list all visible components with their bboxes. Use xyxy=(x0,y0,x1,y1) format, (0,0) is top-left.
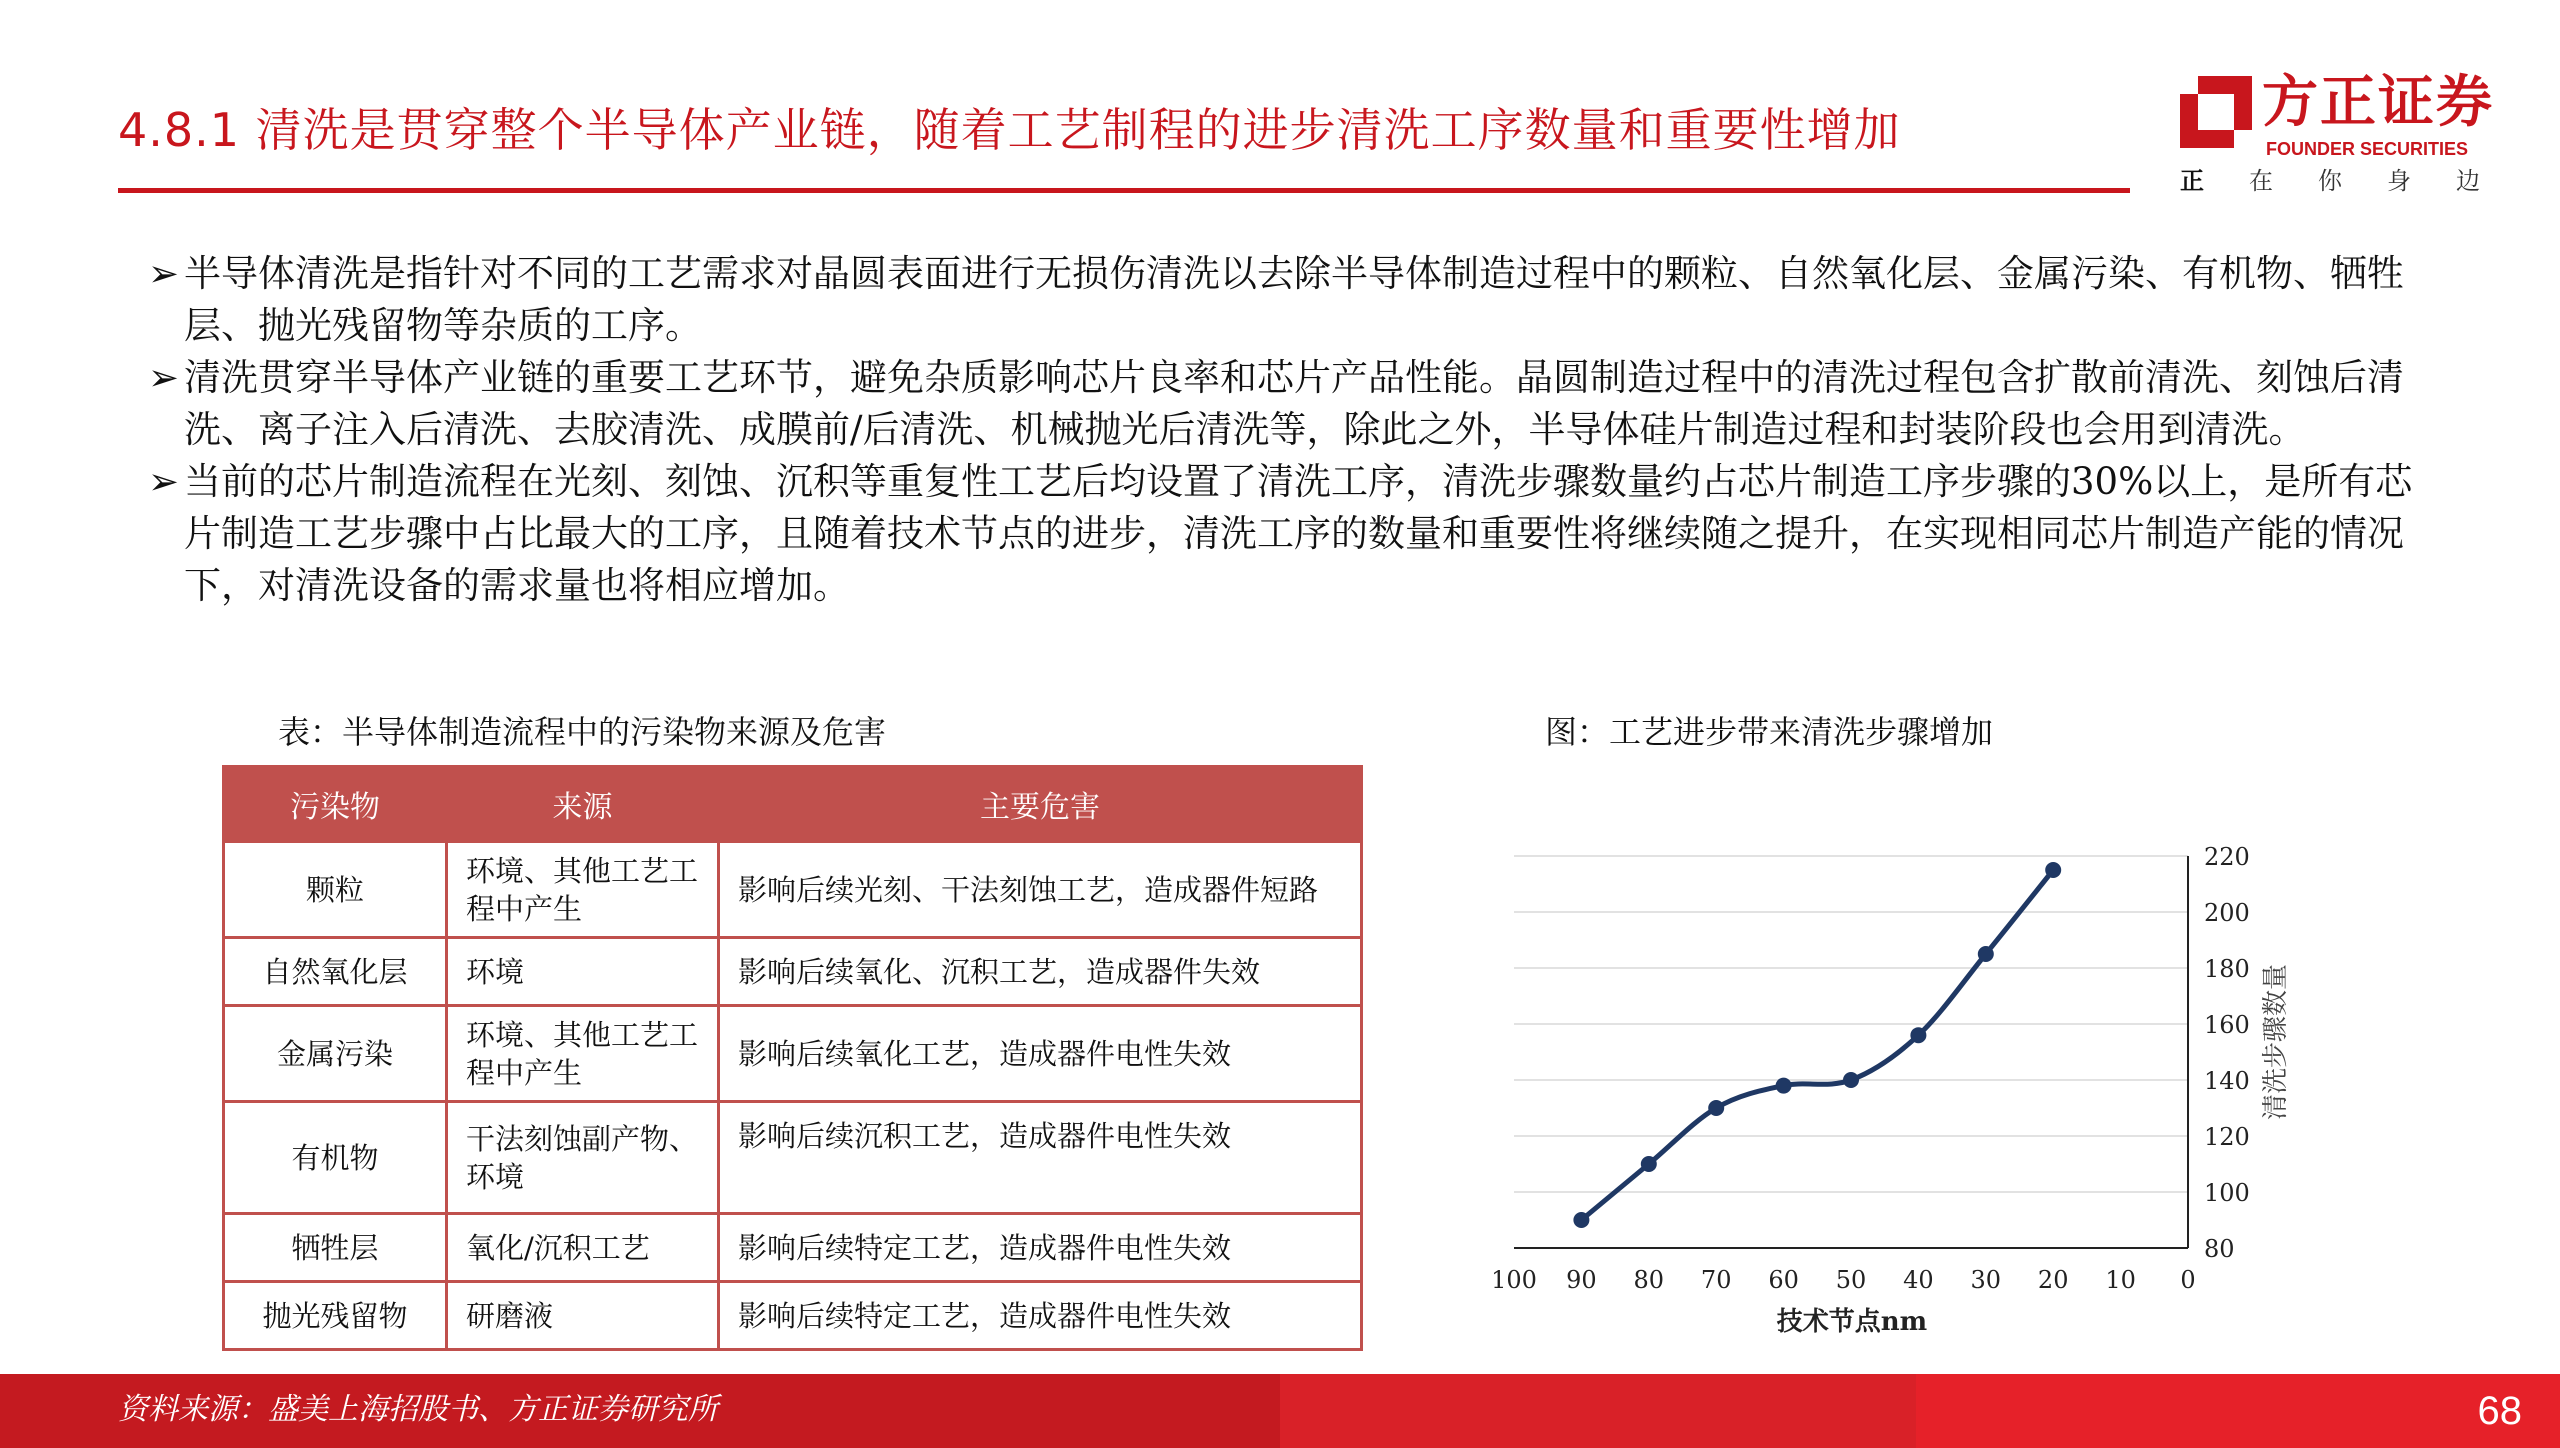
chart-gridlines xyxy=(1514,856,2188,1192)
y-tick-label: 160 xyxy=(2204,1011,2250,1039)
title-underline xyxy=(118,188,2130,193)
column-header: 污染物 xyxy=(224,767,447,842)
table-caption: 表：半导体制造流程中的污染物来源及危害 xyxy=(278,713,887,751)
column-header: 来源 xyxy=(447,767,719,842)
table-cell: 影响后续氧化工艺，造成器件电性失效 xyxy=(719,1006,1362,1102)
y-axis-label: 清洗步骤数量 xyxy=(2261,963,2291,1121)
bullet-item xyxy=(148,456,2428,612)
table-cell: 自然氧化层 xyxy=(224,938,447,1006)
table-cell: 研磨液 xyxy=(447,1282,719,1350)
table-cell: 有机物 xyxy=(224,1102,447,1214)
x-tick-label: 70 xyxy=(1700,1266,1732,1294)
table-cell: 牺牲层 xyxy=(224,1214,447,1282)
bullet-text: 清洗贯穿半导体产业链的重要工艺环节，避免杂质影响芯片良率和芯片产品性能。晶圆制造过程中的清洗过程包含扩散前清洗、刻蚀后清洗、离子注入后清洗、去胶清洗、成膜前/后清洗、机械抛光后清洗等，除此之外，半导体硅片制造过程和封装阶段也会用到清洗。 xyxy=(184,356,2404,451)
y-tick-label: 100 xyxy=(2204,1179,2250,1207)
data-point xyxy=(1978,946,1994,962)
footer-segment xyxy=(1916,1374,2560,1448)
table-cell: 影响后续特定工艺，造成器件电性失效 xyxy=(719,1214,1362,1282)
y-tick-label: 220 xyxy=(2204,843,2250,871)
table-row xyxy=(224,1214,1362,1282)
x-tick-label: 10 xyxy=(2105,1266,2136,1294)
bullet-item xyxy=(148,352,2428,456)
table-row xyxy=(224,938,1362,1006)
cleaning-steps-line-chart xyxy=(1470,820,2370,1360)
x-tick-label: 20 xyxy=(2037,1266,2069,1294)
contaminant-table xyxy=(222,765,1363,1351)
page-title: 4.8.1 清洗是贯穿整个半导体产业链，随着工艺制程的进步清洗工序数量和重要性增加 xyxy=(118,103,1901,157)
table-cell: 影响后续沉积工艺，造成器件电性失效 xyxy=(719,1102,1362,1214)
founder-logo-mark-icon xyxy=(2180,76,2252,148)
table-header-row xyxy=(224,767,1362,842)
x-axis-label: 技术节点nm xyxy=(1776,1307,1928,1337)
table-cell: 干法刻蚀副产物、环境 xyxy=(447,1102,719,1214)
data-point xyxy=(1573,1212,1589,1228)
table-cell: 影响后续氧化、沉积工艺，造成器件失效 xyxy=(719,938,1362,1006)
x-tick-label: 90 xyxy=(1566,1266,1597,1294)
y-tick-label: 180 xyxy=(2204,955,2250,983)
slogan-char: 在 xyxy=(2249,167,2273,195)
footer-bar xyxy=(0,1374,2560,1448)
slogan-char: 边 xyxy=(2456,167,2480,195)
bullet-text: 半导体清洗是指针对不同的工艺需求对晶圆表面进行无损伤清洗以去除半导体制造过程中的颗粒、自然氧化层、金属污染、有机物、牺牲层、抛光残留物等杂质的工序。 xyxy=(184,252,2404,347)
data-point xyxy=(1776,1078,1792,1094)
x-tick-label: 0 xyxy=(2180,1266,2196,1294)
data-point xyxy=(1910,1027,1926,1043)
chart-points xyxy=(1573,862,2061,1228)
founder-securities-logo xyxy=(2180,64,2540,204)
table-row xyxy=(224,1282,1362,1350)
table-row xyxy=(224,842,1362,938)
table-cell: 影响后续特定工艺，造成器件电性失效 xyxy=(719,1282,1362,1350)
data-point xyxy=(1843,1072,1859,1088)
data-point xyxy=(1708,1100,1724,1116)
table-row xyxy=(224,1102,1362,1214)
table-cell: 颗粒 xyxy=(224,842,447,938)
y-tick-label: 120 xyxy=(2204,1123,2250,1151)
y-tick-label: 200 xyxy=(2204,899,2250,927)
data-point xyxy=(2045,862,2061,878)
table-cell: 氧化/沉积工艺 xyxy=(447,1214,719,1282)
logo-slogan xyxy=(2180,166,2480,196)
table-cell: 环境、其他工艺工程中产生 xyxy=(447,842,719,938)
x-tick-label: 50 xyxy=(1835,1266,1867,1294)
y-tick-label: 80 xyxy=(2204,1235,2235,1263)
table-cell: 抛光残留物 xyxy=(224,1282,447,1350)
x-tick-label: 100 xyxy=(1491,1266,1537,1294)
table-cell: 环境 xyxy=(447,938,719,1006)
table-cell: 环境、其他工艺工程中产生 xyxy=(447,1006,719,1102)
arrow-bullet-icon: ➢ xyxy=(148,460,180,503)
footer-source-note: 资料来源：盛美上海招股书、方正证券研究所 xyxy=(118,1392,718,1427)
table-cell: 影响后续光刻、干法刻蚀工艺，造成器件短路 xyxy=(719,842,1362,938)
bullet-text: 当前的芯片制造流程在光刻、刻蚀、沉积等重复性工艺后均设置了清洗工序，清洗步骤数量约占芯片制造工序步骤的30%以上，是所有芯片制造工艺步骤中占比最大的工序，且随着技术节点的进步，清洗工序的数量和重要性将继续随之提升，在实现相同芯片制造产能的情况下，对清洗设备的需求量也将相应增加。 xyxy=(184,460,2413,607)
x-tick-label: 30 xyxy=(1970,1266,2002,1294)
arrow-bullet-icon: ➢ xyxy=(148,356,180,399)
footer-segment xyxy=(1280,1374,1916,1448)
x-tick-label: 40 xyxy=(1903,1266,1934,1294)
column-header: 主要危害 xyxy=(719,767,1362,842)
bullet-item xyxy=(148,248,2428,352)
y-tick-label: 140 xyxy=(2204,1067,2250,1095)
x-tick-label: 60 xyxy=(1768,1266,1799,1294)
table-row xyxy=(224,1006,1362,1102)
table-cell: 金属污染 xyxy=(224,1006,447,1102)
logo-name: 方正证券 xyxy=(2262,70,2494,135)
page-number: 68 xyxy=(2477,1389,2522,1433)
x-tick-label: 80 xyxy=(1633,1266,1665,1294)
slogan-char: 你 xyxy=(2318,167,2342,195)
arrow-bullet-icon: ➢ xyxy=(148,252,180,295)
slogan-char: 身 xyxy=(2387,167,2411,195)
chart-caption: 图：工艺进步带来清洗步骤增加 xyxy=(1545,713,1994,751)
bullet-list xyxy=(148,248,2428,612)
data-point xyxy=(1641,1156,1657,1172)
logo-english-name: FOUNDER SECURITIES xyxy=(2266,139,2469,159)
slogan-char: 正 xyxy=(2180,167,2204,195)
